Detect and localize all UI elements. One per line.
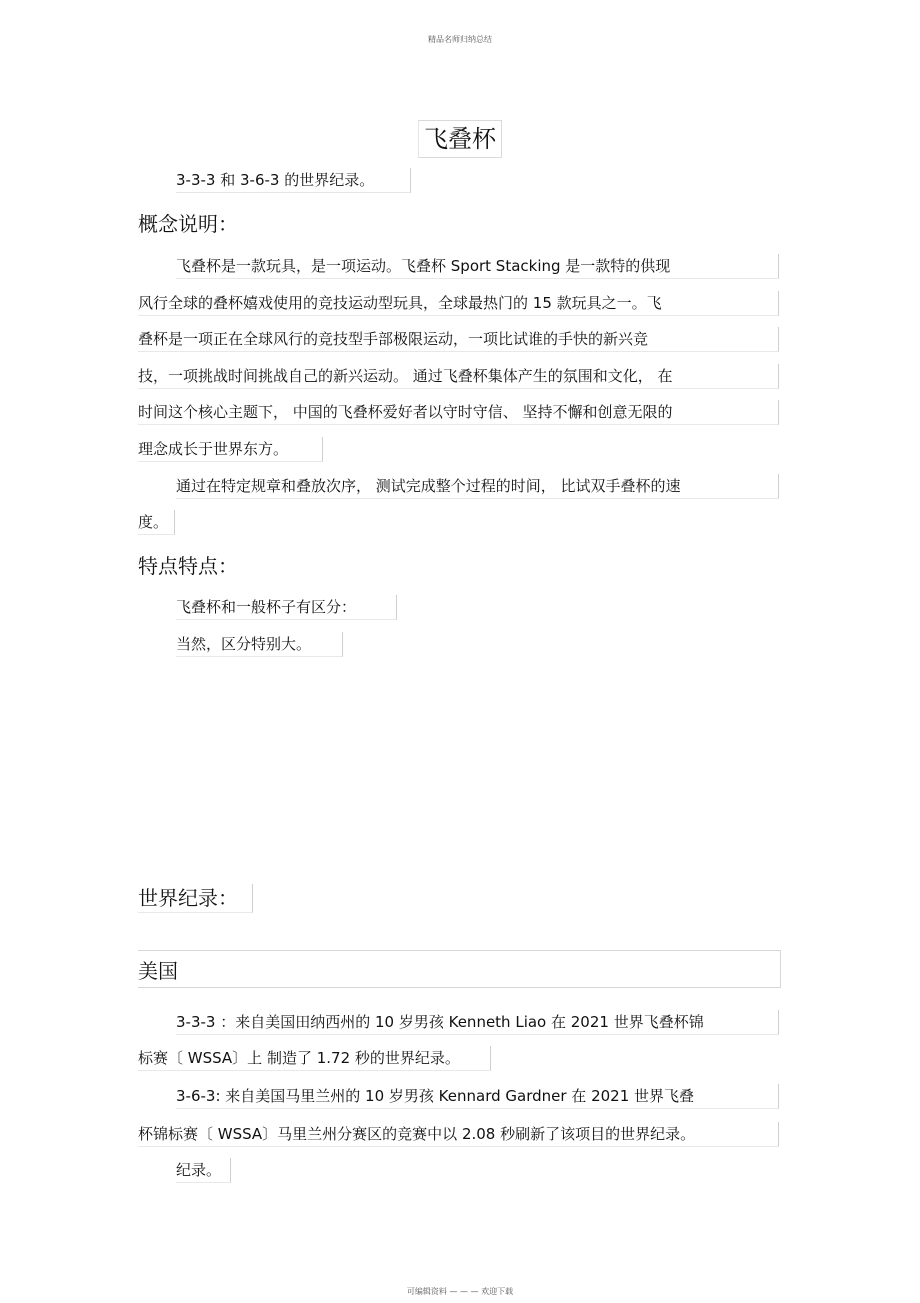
- concept-para1-line-1: 飞叠杯是一款玩具，是一项运动。飞叠杯 Sport Stacking 是一款特的供现: [176, 254, 779, 279]
- concept-para1-line-2: 风行全球的叠杯嬉戏使用的竞技运动型玩具，全球最热门的 15 款玩具之一。飞: [138, 291, 779, 316]
- record-363-line-1: 3-6-3: 来自美国马里兰州的 10 岁男孩 Kennard Gardner 在 2021 世界飞叠: [176, 1084, 779, 1109]
- record-trailing-line: 纪录。: [176, 1158, 231, 1183]
- record-333-line-1: 3-3-3 ：来自美国田纳西州的 10 岁男孩 Kenneth Liao 在 2021 世界飞叠杯锦: [176, 1010, 779, 1035]
- records-heading: 世界纪录：: [138, 884, 253, 913]
- record-333-line-2: 标赛〔 WSSA〕上 制造了 1.72 秒的世界纪录。: [138, 1046, 491, 1071]
- country-heading: 美国: [138, 959, 178, 983]
- concept-heading: 概念说明：: [138, 212, 238, 236]
- page-footer: 可编辑资料 — — — 欢迎下载: [406, 1287, 514, 1296]
- document-title: 飞叠杯: [418, 120, 502, 158]
- features-line-1: 飞叠杯和一般杯子有区分：: [176, 595, 397, 620]
- document-subtitle: 3-3-3 和 3-6-3 的世界纪录。: [176, 168, 411, 193]
- concept-para2-line-1: 通过在特定规章和叠放次序， 测试完成整个过程的时间， 比试双手叠杯的速: [176, 474, 779, 499]
- features-line-2: 当然，区分特别大。: [176, 632, 343, 657]
- concept-para2-line-2: 度。: [138, 510, 175, 535]
- concept-para1-line-4: 技，一项挑战时间挑战自己的新兴运动。 通过飞叠杯集体产生的氛围和文化， 在: [138, 364, 779, 389]
- features-heading: 特点特点：: [138, 554, 238, 578]
- concept-para1-line-3: 叠杯是一项正在全球风行的竞技型手部极限运动，一项比试谁的手快的新兴竞: [138, 327, 779, 352]
- record-363-line-2: 杯锦标赛〔 WSSA〕马里兰州分赛区的竞赛中以 2.08 秒刷新了该项目的世界纪录。: [138, 1122, 779, 1147]
- country-box: [138, 950, 781, 988]
- concept-para1-line-6: 理念成长于世界东方。: [138, 437, 323, 462]
- page-header: 精品名师归纳总结: [428, 35, 492, 44]
- concept-para1-line-5: 时间这个核心主题下， 中国的飞叠杯爱好者以守时守信、 坚持不懈和创意无限的: [138, 400, 779, 425]
